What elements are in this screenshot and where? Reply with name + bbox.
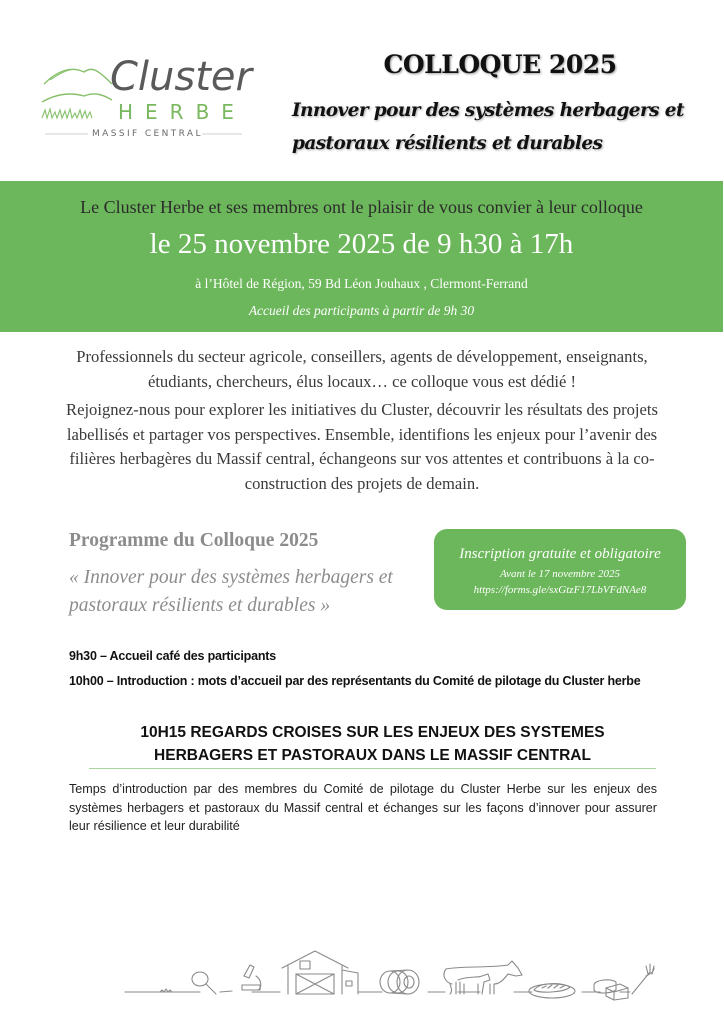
barn-icon [282,951,358,994]
section-divider [89,768,656,769]
cheese-icon [594,980,628,1000]
registration-link[interactable]: https://forms.gle/sxGtzF17LbVFdNAe8 [473,584,647,596]
footer-illustration [120,938,660,1004]
page-title: COLLOQUE 2025 [383,50,617,79]
programme-title: Programme du Colloque 2025 [69,530,319,551]
event-date: le 25 novembre 2025 de 9 h30 à 17h [149,228,574,260]
meat-plate-icon [529,984,575,998]
logo-herbe-text: HERBE [118,100,246,124]
section-body: Temps d’introduction par des membres du Comité de pilotage du Cluster Herbe sur les enjeux des systèmes herbagers et pastoraux du Massif central et échanges sur les façons d’innover pour assurer leur résilience et leur durabilité [69,782,657,833]
cluster-herbe-logo [40,54,252,142]
programme-subtitle: « Innover pour des systèmes herbagers et pastoraux résilients et durables » [69,567,393,616]
microscope-icon [242,965,261,990]
registration-title: Inscription gratuite et obligatoire [459,546,661,562]
logo-massif-text: MASSIF CENTRAL [92,129,203,139]
intro-paragraph-invitation: Rejoignez-nous pour explorer les initiatives du Cluster, découvrir les résultats des projets labellisés et partager vos perspectives. Ensemble, identifions les enjeux pour l’avenir des filières herbagères du Massif central, échangeons sur vos attentes et contribuons à la co-construction des projets de demain. [66,400,658,493]
agenda-item: 9h30 – Accueil café des participants [69,649,277,663]
magnifier-icon [192,972,216,994]
cow-icon [444,961,522,994]
registration-deadline: Avant le 17 novembre 2025 [500,568,620,580]
event-venue: à l’Hôtel de Région, 59 Bd Léon Jouhaux , Clermont-Ferrand [195,276,528,291]
fork-icon [632,964,654,994]
page-subtitle: Innover pour des systèmes herbagers et pastoraux résilients et durables [292,100,684,154]
intro-paragraph-audience: Professionnels du secteur agricole, conseillers, agents de développement, enseignants, étudiants, chercheurs, élus locaux… ce colloque vous est dédié ! [76,347,648,391]
hay-bale-icon [380,970,419,994]
logo-cluster-text: Cluster [110,54,252,100]
section-heading: 10H15 REGARDS CROISES SUR LES ENJEUX DES SYSTEMES HERBAGERS ET PASTORAUX DANS LE MASSIF CENTRAL [140,724,605,764]
agenda-item: 10h00 – Introduction : mots d’accueil par des représentants du Comité de pilotage du Cluster herbe [69,674,641,688]
event-welcome-time: Accueil des participants à partir de 9h 30 [248,303,475,318]
registration-box [434,529,686,610]
banner-intro: Le Cluster Herbe et ses membres ont le plaisir de vous convier à leur colloque [80,197,643,217]
